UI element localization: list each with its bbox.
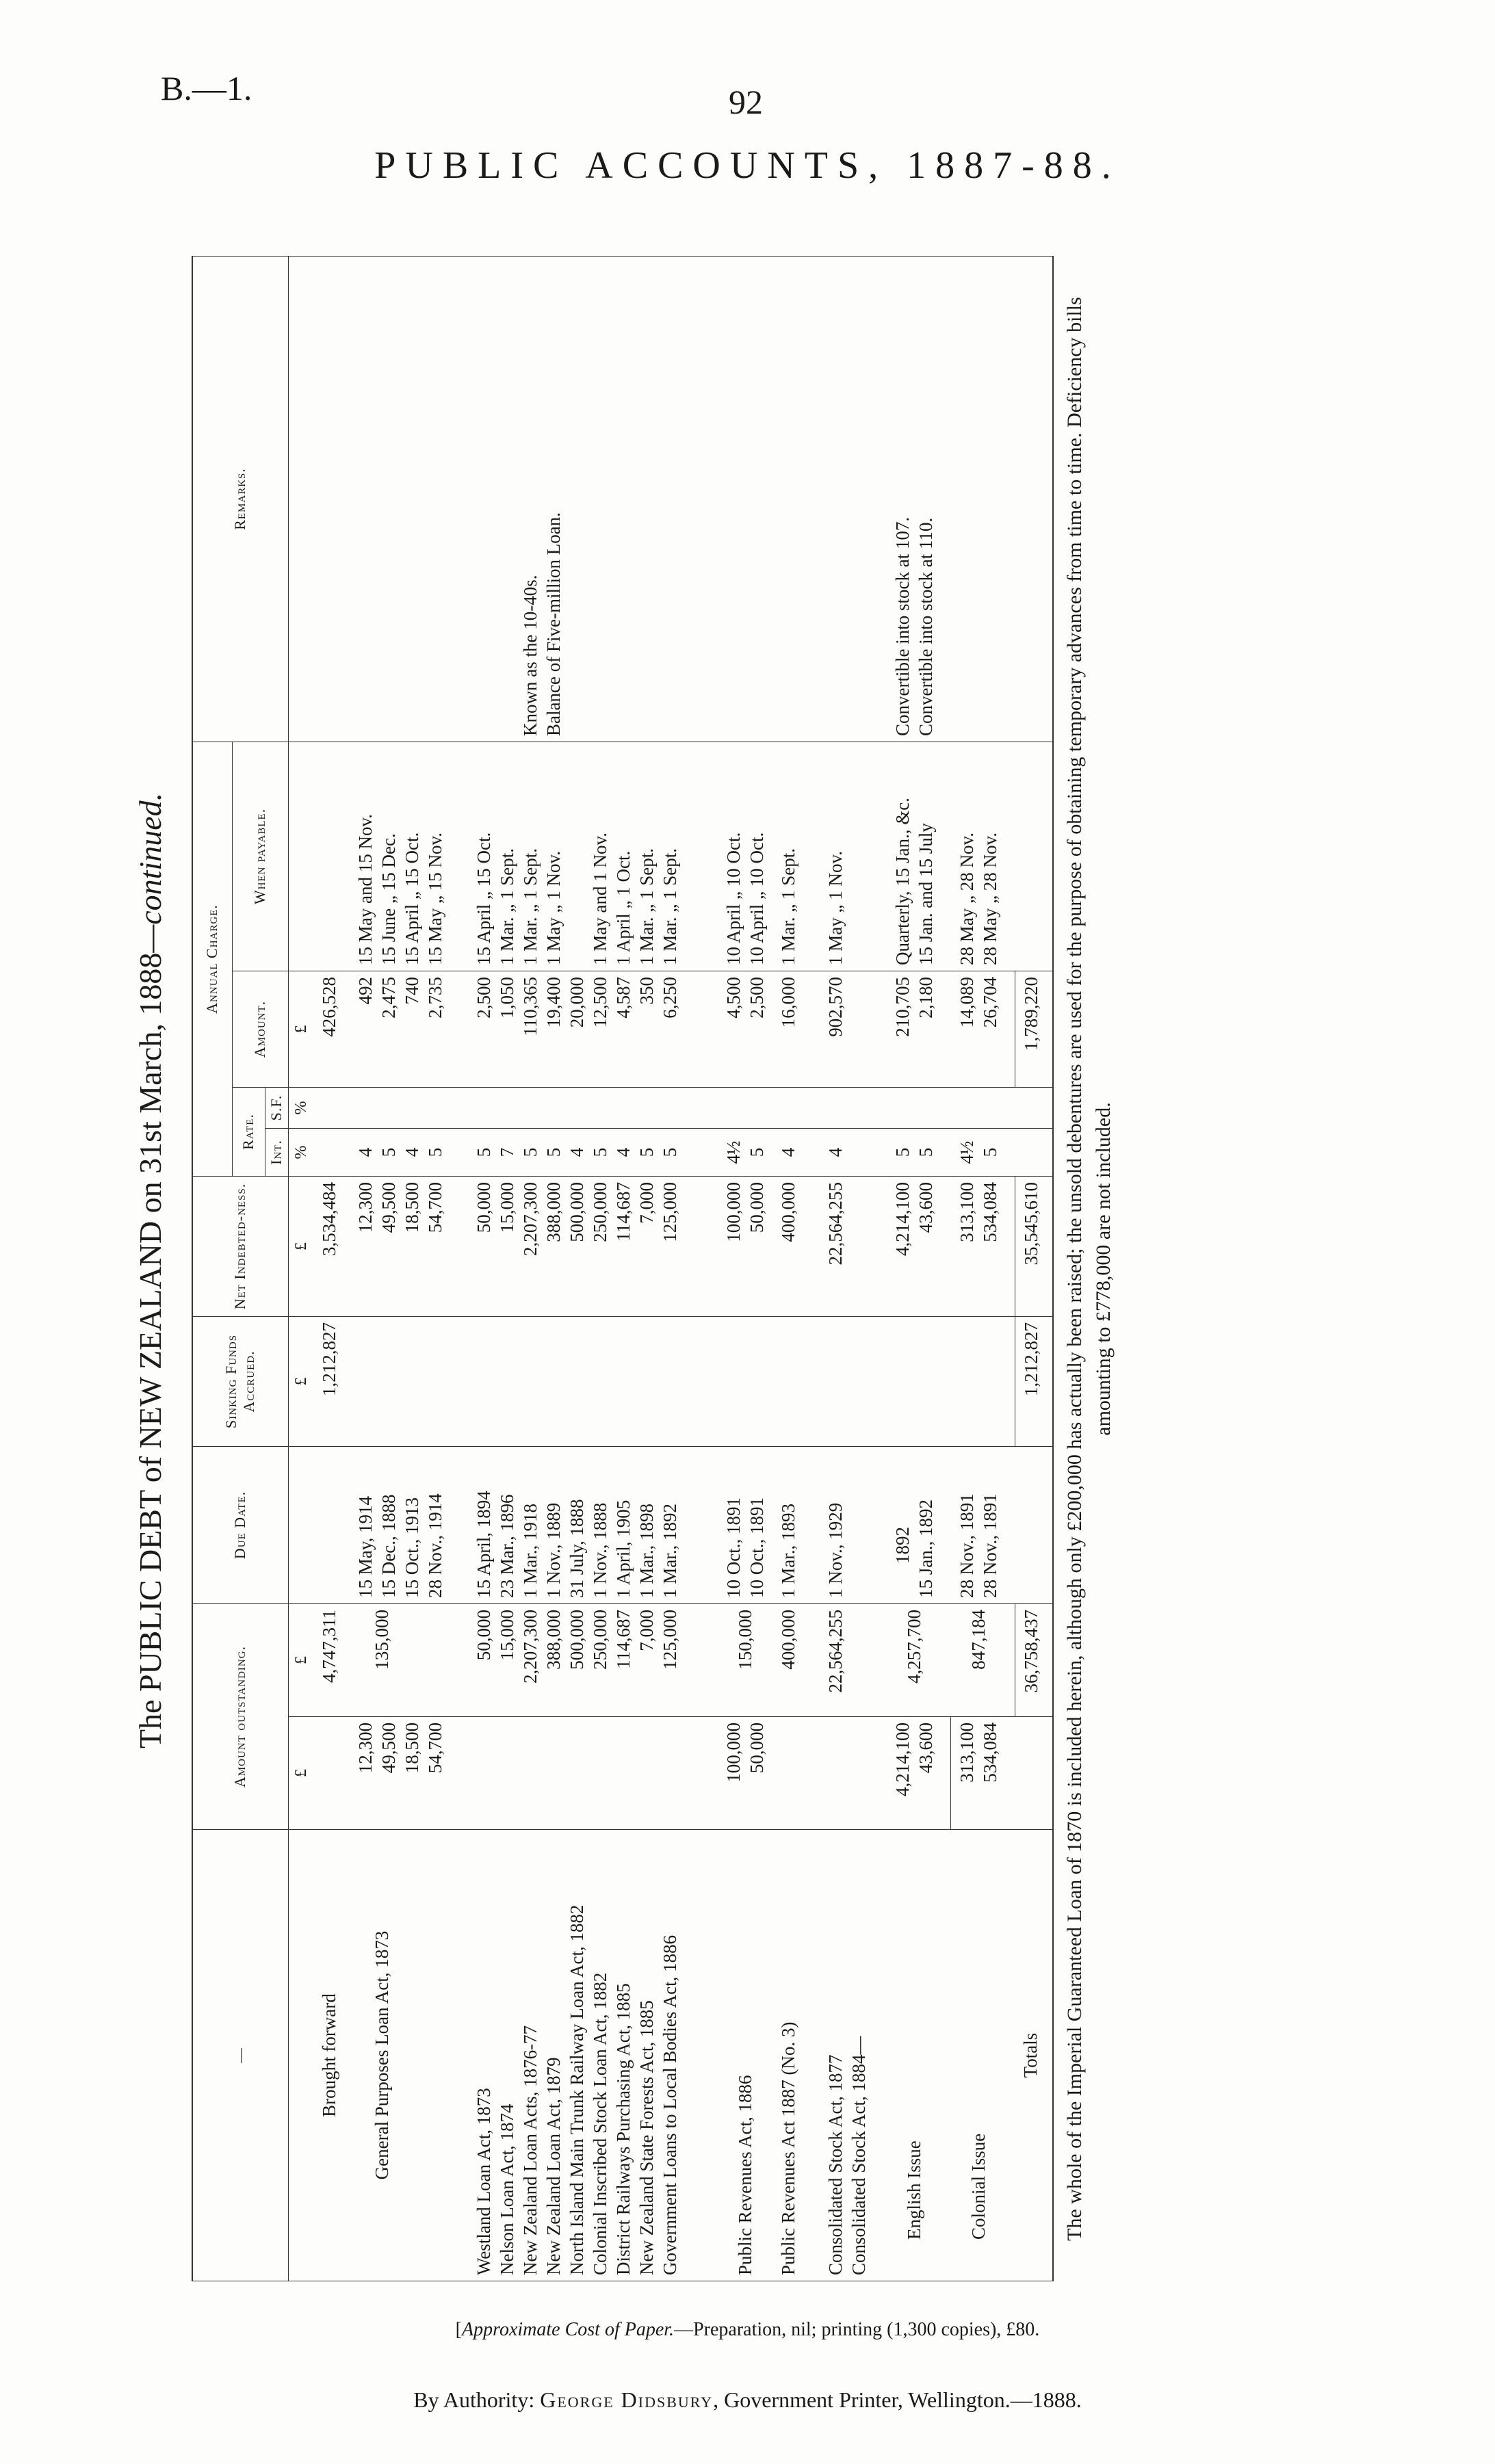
due-cell: 28 Nov., 1891 <box>956 1493 977 1598</box>
unit-pound: £ <box>288 1177 313 1317</box>
annual-cell: 14,089 <box>956 977 977 1028</box>
loan-whens-item: 1 Mar. „ 1 Sept. <box>496 848 517 965</box>
amount-cell: 150,000 <box>735 1610 756 1670</box>
rate-cell: 5 <box>425 1147 446 1157</box>
loan-nets-item: 250,000 <box>589 1182 610 1242</box>
annual-cell: 492 <box>355 977 376 1005</box>
totals-amount: 36,758,437 <box>1020 1610 1041 1693</box>
amount-cell: 135,000 <box>372 1610 393 1670</box>
loan-whens-item: 1 Mar. „ 1 Sept. <box>519 848 541 965</box>
due-cell: 1 Nov., 1929 <box>825 1502 846 1598</box>
when-cell: 15 June „ 15 Dec. <box>378 833 400 965</box>
loan-annuals-item: 1,050 <box>496 977 517 1019</box>
loan-names-item: Nelson Loan Act, 1874 <box>496 2103 517 2275</box>
loan-remarks-item <box>565 262 588 736</box>
when-cell: 1 May „ 1 Nov. <box>825 851 846 965</box>
page-title: PUBLIC ACCOUNTS, 1887-88. <box>374 144 1121 187</box>
col-sinking-funds: Sinking Funds Accrued. <box>192 1317 288 1447</box>
annual-cell: 210,705 <box>892 977 913 1037</box>
loan-annuals-item: 110,365 <box>519 977 541 1036</box>
row-label: Consolidated Stock Act, 1877 <box>825 2054 846 2275</box>
remarks-cell: Convertible into stock at 107. <box>892 516 913 736</box>
loan-names-item: Colonial Inscribed Stock Loan Act, 1882 <box>589 1972 610 2275</box>
table-row <box>468 256 722 2281</box>
col-remarks: Remarks. <box>192 256 288 742</box>
table-row <box>803 256 886 2281</box>
when-cell: 1 Mar. „ 1 Sept. <box>777 848 798 965</box>
loan-annuals-item: 20,000 <box>566 977 587 1028</box>
annual-cell: 2,475 <box>378 977 400 1019</box>
annual-cell: 4,500 <box>723 977 744 1019</box>
col-annual-amount: Amount. <box>232 971 288 1088</box>
loan-remarks-item <box>658 262 681 736</box>
net-cell: 12,300 <box>355 1182 376 1233</box>
net-cell: 43,600 <box>915 1182 936 1233</box>
table-caption <box>123 233 178 2309</box>
loan-annuals-item: 4,587 <box>612 977 634 1019</box>
caption-prefix: The PUBLIC DEBT of NEW ZEALAND on 31st March, 1888 <box>133 952 168 1749</box>
loan-annuals-item: 6,250 <box>659 977 680 1019</box>
amount-part: 18,500 <box>402 1722 423 1774</box>
when-cell: 15 May „ 15 Nov. <box>425 833 446 965</box>
cost-note: [Approximate Cost of Paper.—Preparation, nil; printing (1,300 copies), £80. <box>455 2319 1040 2340</box>
loan-whens-item: 1 May „ 1 Nov. <box>543 851 564 965</box>
amount-part: 43,600 <box>915 1722 936 1774</box>
net-cell: 100,000 <box>723 1182 744 1242</box>
loan-nets-item: 125,000 <box>659 1182 680 1242</box>
loan-dues-item: 31 July, 1888 <box>566 1499 587 1598</box>
amount-part: 54,700 <box>425 1722 446 1774</box>
table-row <box>887 256 951 2281</box>
row-label: Colonial Issue <box>967 2133 989 2240</box>
loan-whens-item: 1 Mar. „ 1 Sept. <box>636 848 657 965</box>
amount-cell: 4,747,311 <box>318 1610 339 1683</box>
net-cell: 400,000 <box>777 1182 798 1242</box>
loan-nets-item: 7,000 <box>636 1182 657 1224</box>
col-rate-int: Int. <box>265 1129 288 1177</box>
due-cell: 28 Nov., 1914 <box>425 1493 446 1598</box>
loan-dues-item: 1 Mar., 1892 <box>659 1504 680 1598</box>
loan-remarks-item <box>588 262 612 736</box>
annual-cell: 26,704 <box>979 977 1000 1028</box>
when-cell: 15 April „ 15 Oct. <box>402 832 423 965</box>
amount-part: 12,300 <box>355 1722 376 1774</box>
loan-whens-item: 15 April „ 15 Oct. <box>473 832 494 965</box>
table-row <box>350 256 468 2281</box>
when-cell: 15 May and 15 Nov. <box>355 814 376 965</box>
loan-remarks-item <box>495 262 519 736</box>
cost-note-label: Approximate Cost of Paper. <box>462 2319 675 2340</box>
net-cell: 18,500 <box>402 1182 423 1233</box>
loan-totals-item: 50,000 <box>473 1610 494 1661</box>
loan-names-item: New Zealand State Forests Act, 1885 <box>636 2000 657 2275</box>
when-cell: Quarterly, 15 Jan., &c. <box>892 798 913 965</box>
row-label: General Purposes Loan Act, 1873 <box>372 1930 393 2180</box>
loan-whens-item: 1 May and 1 Nov. <box>589 833 610 965</box>
table-row <box>951 256 1015 2281</box>
due-cell: 1 Mar., 1893 <box>777 1504 798 1598</box>
net-cell: 22,564,255 <box>825 1182 846 1266</box>
amount-part: 4,214,100 <box>892 1722 913 1796</box>
printer-imprint <box>0 2387 1495 2413</box>
loan-whens-item <box>565 748 588 965</box>
loan-whens-item: 1 April „ 1 Oct. <box>612 850 634 965</box>
net-cell: 4,214,100 <box>892 1182 913 1256</box>
loan-rates-item: 5 <box>543 1147 564 1157</box>
rotated-table-block <box>123 233 1252 2309</box>
loan-totals-item: 15,000 <box>496 1610 517 1661</box>
totals-net: 35,545,610 <box>1020 1182 1041 1266</box>
table-footnote: The whole of the Imperial Guaranteed Loan of 1870 is included herein, although only £200,000 has actually been raised; the unsold debentures are used for the purpose of obtaining temporary advances from time to time. Deficiency bills amounting to £778,000 are not included. <box>1063 297 1115 2241</box>
due-cell: 15 Oct., 1913 <box>402 1497 423 1598</box>
loan-totals-item: 114,687 <box>612 1610 634 1669</box>
row-label: Public Revenues Act, 1886 <box>735 2075 756 2275</box>
loan-totals-item: 250,000 <box>589 1610 610 1670</box>
annual-cell: 2,735 <box>425 977 446 1019</box>
when-cell: 10 April „ 10 Oct. <box>746 832 768 965</box>
due-cell: 10 Oct., 1891 <box>746 1497 768 1598</box>
rate-cell: 4 <box>825 1147 846 1157</box>
loan-rates-item: 5 <box>636 1147 657 1157</box>
net-cell: 3,534,484 <box>318 1182 339 1256</box>
loan-remarks-item: Balance of Five-million Loan. <box>543 512 564 736</box>
col-rate: Rate. <box>232 1088 265 1177</box>
unit-pound: £ <box>288 1717 313 1830</box>
annual-cell: 426,528 <box>318 977 339 1037</box>
cost-note-text: —Preparation, nil; printing (1,300 copies), £80. <box>674 2319 1040 2340</box>
rate-cell: 5 <box>915 1147 936 1157</box>
col-amount-outstanding: Amount outstanding. <box>192 1604 288 1830</box>
rate-cell: 5 <box>746 1147 768 1157</box>
loan-rates-item: 5 <box>473 1147 494 1157</box>
rate-cell: 5 <box>378 1147 400 1157</box>
loan-nets-item: 114,687 <box>612 1182 634 1242</box>
loan-rates-item: 5 <box>589 1147 610 1157</box>
loan-nets-item: 2,207,300 <box>519 1182 541 1256</box>
loan-annuals-item: 19,400 <box>543 977 564 1028</box>
rate-cell: 5 <box>979 1147 1000 1157</box>
loan-remarks-item <box>612 262 635 736</box>
due-cell: 15 Jan., 1892 <box>915 1499 936 1598</box>
col-loan: — <box>192 1830 288 2281</box>
totals-annual: 1,789,220 <box>1020 977 1041 1051</box>
imprint-suffix: , Government Printer, Wellington.—1888. <box>713 2387 1082 2412</box>
col-annual-charge: Annual Charge. <box>192 742 232 1176</box>
row-label: Consolidated Stock Act, 1884— <box>848 2036 870 2275</box>
annual-cell: 2,500 <box>746 977 768 1019</box>
loan-rates-item: 5 <box>519 1147 541 1157</box>
table-row <box>777 256 804 2281</box>
rate-cell: 4 <box>402 1147 423 1157</box>
loan-totals-item: 388,000 <box>543 1610 564 1670</box>
loan-annuals-item: 2,500 <box>473 977 494 1019</box>
due-cell: 10 Oct., 1891 <box>723 1497 744 1598</box>
unit-pound: £ <box>288 971 313 1088</box>
loan-nets-item: 50,000 <box>473 1182 494 1233</box>
rate-cell: 5 <box>892 1147 913 1157</box>
page-number: 92 <box>729 83 763 121</box>
when-cell: 10 April „ 10 Oct. <box>723 832 744 965</box>
loan-names-item: Government Loans to Local Bodies Act, 1886 <box>659 1935 680 2275</box>
rate-cell: 4 <box>355 1147 376 1157</box>
annual-cell: 16,000 <box>777 977 798 1028</box>
net-cell: 54,700 <box>425 1182 446 1233</box>
net-cell: 49,500 <box>378 1182 400 1233</box>
loan-rates-item: 4 <box>566 1147 587 1157</box>
loan-remarks-item: Known as the 10-40s. <box>519 575 541 736</box>
loan-dues-item: 1 Nov., 1888 <box>589 1502 610 1598</box>
remarks-cell: Convertible into stock at 110. <box>915 517 936 736</box>
loan-remarks-item <box>635 262 658 736</box>
amount-cell: 400,000 <box>777 1610 798 1670</box>
loan-names-item: New Zealand Loan Acts, 1876-77 <box>519 2025 541 2275</box>
when-cell: 28 May „ 28 Nov. <box>956 833 977 965</box>
col-net-indebtedness: Net Indebted-ness. <box>192 1177 288 1317</box>
unit-pound: £ <box>288 1317 313 1447</box>
loan-totals-item: 7,000 <box>636 1610 657 1651</box>
amount-part: 313,100 <box>957 1722 978 1783</box>
amount-cell: 22,564,255 <box>825 1610 846 1693</box>
caption-suffix: —continued. <box>133 792 168 953</box>
amount-part: 50,000 <box>746 1722 768 1774</box>
col-rate-sf: S.F. <box>265 1088 288 1129</box>
public-debt-table <box>192 256 1054 2281</box>
loan-names-item: District Railways Purchasing Act, 1885 <box>612 1983 634 2275</box>
loan-names-item: Westland Loan Act, 1873 <box>473 2088 494 2275</box>
col-when-payable: When payable. <box>232 742 288 971</box>
annual-cell: 2,180 <box>915 977 936 1019</box>
rate-cell: 4½ <box>723 1140 744 1164</box>
amount-part: 100,000 <box>723 1722 744 1783</box>
loan-rates-item: 7 <box>496 1147 517 1157</box>
net-cell: 313,100 <box>956 1182 977 1242</box>
col-due-date: Due Date. <box>192 1447 288 1604</box>
loan-nets-item: 15,000 <box>496 1182 517 1233</box>
rate-cell: 4½ <box>956 1140 977 1164</box>
unit-percent: % <box>288 1129 313 1177</box>
due-cell: 15 May, 1914 <box>355 1496 376 1598</box>
loan-rates-item: 4 <box>612 1147 634 1157</box>
totals-label: Totals <box>1020 2032 1041 2078</box>
printer-name: George Didsbury <box>540 2387 714 2412</box>
loan-dues-item: 1 Mar., 1898 <box>636 1504 657 1598</box>
loan-annuals-item: 12,500 <box>589 977 610 1028</box>
loan-names-item: North Island Main Trunk Railway Loan Act, 1882 <box>566 1904 587 2275</box>
sinking-cell: 1,212,827 <box>318 1322 339 1396</box>
annual-cell: 740 <box>402 977 423 1005</box>
amount-cell: 4,257,700 <box>903 1610 924 1683</box>
totals-sinking: 1,212,827 <box>1020 1322 1041 1396</box>
rate-cell: 4 <box>777 1147 798 1157</box>
totals-row <box>1015 256 1053 2281</box>
loan-dues-item: 1 Nov., 1889 <box>543 1502 564 1598</box>
net-cell: 50,000 <box>746 1182 768 1233</box>
loan-names-item: New Zealand Loan Act, 1879 <box>543 2057 564 2275</box>
row-label: English Issue <box>903 2140 924 2240</box>
section-code: B.—1. <box>161 69 252 107</box>
when-cell: 15 Jan. and 15 July <box>915 823 936 965</box>
loan-totals-item: 2,207,300 <box>519 1610 541 1683</box>
amount-part: 49,500 <box>378 1722 400 1774</box>
loan-totals-item: 125,000 <box>659 1610 680 1670</box>
loan-dues-item: 23 Mar., 1896 <box>496 1494 517 1598</box>
unit-pound: £ <box>288 1604 313 1717</box>
table-row <box>313 256 350 2281</box>
due-cell: 1892 <box>892 1527 913 1564</box>
when-cell: 28 May „ 28 Nov. <box>979 833 1000 965</box>
due-cell: 28 Nov., 1891 <box>979 1493 1000 1598</box>
loan-dues-item: 15 April, 1894 <box>473 1491 494 1598</box>
loan-nets-item: 388,000 <box>543 1182 564 1242</box>
imprint-prefix: By Authority: <box>413 2387 541 2412</box>
annual-cell: 902,570 <box>825 977 846 1037</box>
loan-rates-item: 5 <box>659 1147 680 1157</box>
amount-cell: 847,184 <box>967 1610 989 1670</box>
row-label: Public Revenues Act 1887 (No. 3) <box>777 2021 798 2275</box>
loan-nets-item: 500,000 <box>566 1182 587 1242</box>
loan-annuals-item: 350 <box>636 977 657 1005</box>
loan-whens-item: 1 Mar. „ 1 Sept. <box>659 848 680 965</box>
loan-remarks-item <box>472 262 495 736</box>
table-row <box>722 256 776 2281</box>
unit-percent: % <box>288 1088 313 1129</box>
row-label: Brought forward <box>318 1993 339 2117</box>
amount-part: 534,084 <box>980 1722 1001 1783</box>
loan-dues-item: 1 April, 1905 <box>612 1499 634 1598</box>
loan-dues-item: 1 Mar., 1918 <box>519 1504 541 1598</box>
loan-totals-item: 500,000 <box>566 1610 587 1670</box>
due-cell: 15 Dec., 1888 <box>378 1494 400 1598</box>
net-cell: 534,084 <box>979 1182 1000 1242</box>
